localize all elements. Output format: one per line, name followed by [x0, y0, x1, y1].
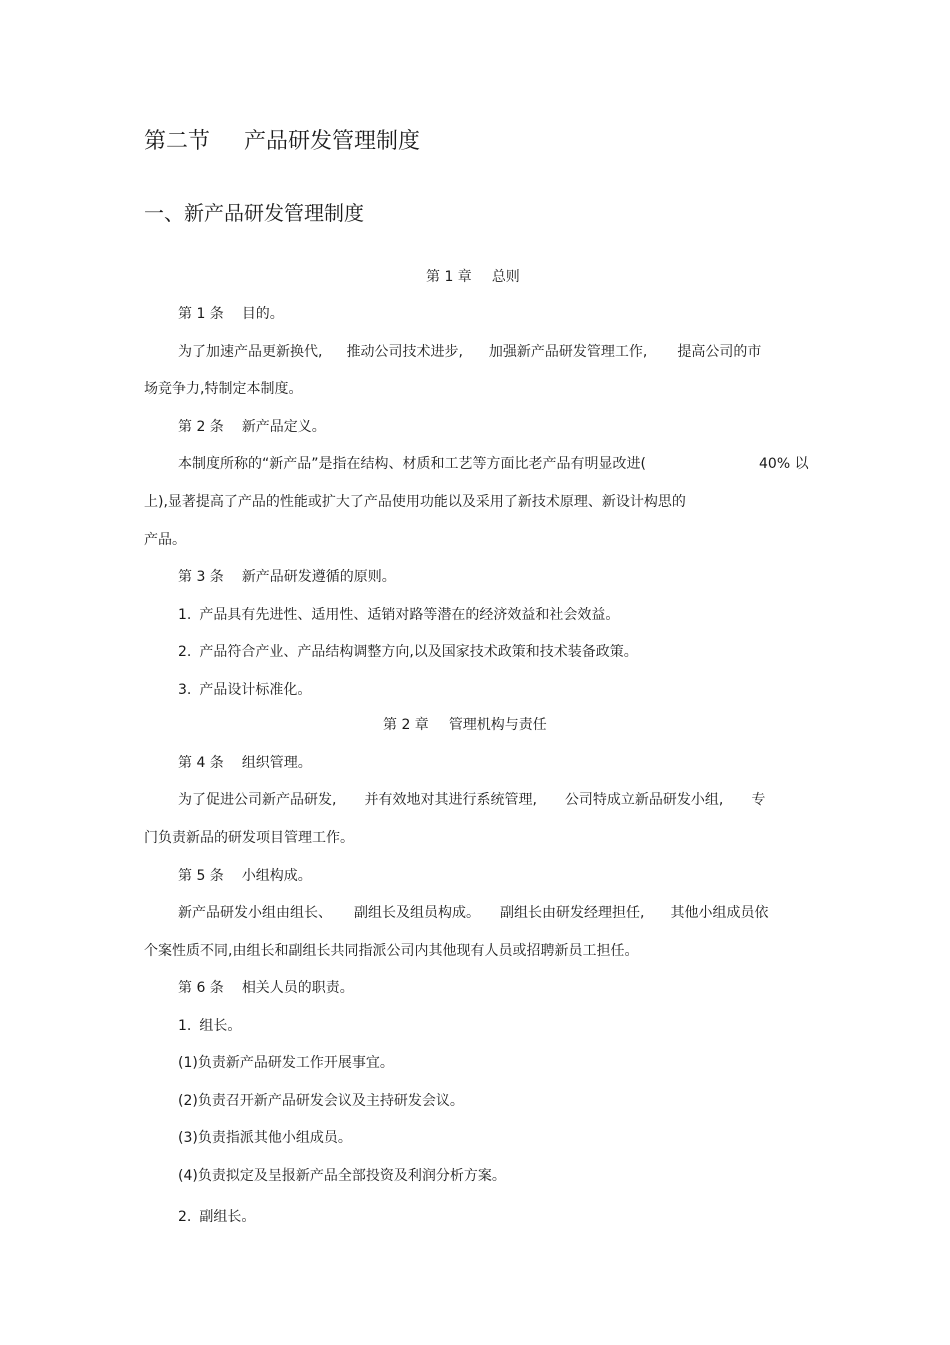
- article-title: 新产品研发遵循的原则。: [241, 569, 396, 585]
- article-5-heading: [178, 866, 312, 886]
- list-number: 2.: [178, 1209, 192, 1225]
- list-item: [178, 1091, 464, 1111]
- text-segment: 公司特成立新品研发小组,: [564, 792, 724, 808]
- chapter-title: 管理机构与责任: [448, 717, 547, 733]
- article-number: 第 4 条: [178, 755, 224, 771]
- chapter-number: 第 2 章: [383, 717, 429, 733]
- article-number: 第 5 条: [178, 868, 224, 884]
- article-number: 第 3 条: [178, 569, 224, 585]
- paragraph-2-line-2: 上),显著提高了产品的性能或扩大了产品使用功能以及采用了新技术原理、新设计构思的: [144, 494, 686, 510]
- paragraph-1-line-1: [178, 342, 761, 362]
- article-number: 第 2 条: [178, 419, 224, 435]
- text-segment: 并有效地对其进行系统管理,: [364, 792, 537, 808]
- article-1-heading: [178, 304, 284, 324]
- paragraph-4-line-2: 门负责新品的研发项目管理工作。: [144, 830, 354, 846]
- chapter-number: 第 1 章: [426, 269, 472, 285]
- list-item: [178, 1128, 352, 1148]
- list-number: (1): [178, 1055, 198, 1071]
- list-text: 产品具有先进性、适用性、适销对路等潜在的经济效益和社会效益。: [199, 607, 620, 623]
- list-text: 负责召开新产品研发会议及主持研发会议。: [197, 1093, 464, 1109]
- list-item: [178, 680, 311, 700]
- subsection-title: 一、新产品研发管理制度: [144, 201, 364, 225]
- article-title: 目的。: [241, 306, 284, 322]
- role-heading-deputy: [178, 1207, 255, 1227]
- list-number: 3.: [178, 682, 192, 698]
- article-title: 相关人员的职责。: [241, 980, 354, 996]
- list-text: 产品设计标准化。: [199, 682, 312, 698]
- list-text: 副组长。: [199, 1209, 256, 1225]
- role-heading-leader: [178, 1016, 241, 1036]
- section-title: [144, 127, 420, 157]
- article-4-heading: [178, 753, 312, 773]
- text-segment: 专: [751, 792, 766, 808]
- section-title-text: 产品研发管理制度: [244, 129, 421, 154]
- paragraph-1-line-2: 场竞争力,特制定本制度。: [144, 381, 303, 397]
- list-item: [178, 1166, 506, 1186]
- article-number: 第 6 条: [178, 980, 224, 996]
- text-segment: 副组长由研发经理担任,: [500, 905, 645, 921]
- paragraph-2-line-1-end: 40% 以: [759, 456, 809, 472]
- text-segment: 副组长及组员构成。: [354, 905, 480, 921]
- text-segment: 推动公司技术进步,: [346, 344, 463, 360]
- list-number: (2): [178, 1093, 198, 1109]
- list-text: 组长。: [199, 1018, 242, 1034]
- list-number: 1.: [178, 607, 192, 623]
- article-3-heading: [178, 567, 396, 587]
- paragraph-4-line-1: [178, 790, 765, 810]
- list-text: 负责拟定及呈报新产品全部投资及利润分析方案。: [197, 1168, 506, 1184]
- list-number: (3): [178, 1130, 198, 1146]
- text-segment: 其他小组成员依: [670, 905, 769, 921]
- list-number: 2.: [178, 644, 192, 660]
- article-title: 组织管理。: [241, 755, 312, 771]
- list-text: 负责指派其他小组成员。: [197, 1130, 352, 1146]
- chapter-2-heading: [383, 715, 547, 735]
- article-number: 第 1 条: [178, 306, 224, 322]
- article-title: 新产品定义。: [241, 419, 326, 435]
- list-text: 产品符合产业、产品结构调整方向,以及国家技术政策和技术装备政策。: [199, 644, 638, 660]
- section-number: 第二节: [144, 129, 211, 154]
- text-segment: 新产品研发小组由组长、: [178, 905, 332, 921]
- list-number: (4): [178, 1168, 198, 1184]
- list-text: 负责新产品研发工作开展事宜。: [197, 1055, 394, 1071]
- text-segment: 加强新产品研发管理工作,: [488, 344, 648, 360]
- text-segment: 本制度所称的“新产品”是指在结构、材质和工艺等方面比老产品有明显改进(: [178, 456, 646, 472]
- list-item: [178, 642, 638, 662]
- text-segment: 为了促进公司新产品研发,: [178, 792, 337, 808]
- article-2-heading: [178, 417, 326, 437]
- list-item: [178, 605, 619, 625]
- paragraph-5-line-1: [178, 903, 768, 923]
- paragraph-2-line-3: 产品。: [144, 532, 186, 548]
- list-number: 1.: [178, 1018, 192, 1034]
- list-item: [178, 1053, 394, 1073]
- article-6-heading: [178, 978, 354, 998]
- paragraph-2-line-1: [178, 454, 646, 474]
- article-title: 小组构成。: [241, 868, 312, 884]
- paragraph-5-line-2: 个案性质不同,由组长和副组长共同指派公司内其他现有人员或招聘新员工担任。: [144, 943, 639, 959]
- text-segment: 提高公司的市: [677, 344, 762, 360]
- chapter-1-heading: [426, 267, 520, 287]
- text-segment: 为了加速产品更新换代,: [178, 344, 323, 360]
- chapter-title: 总则: [491, 269, 520, 285]
